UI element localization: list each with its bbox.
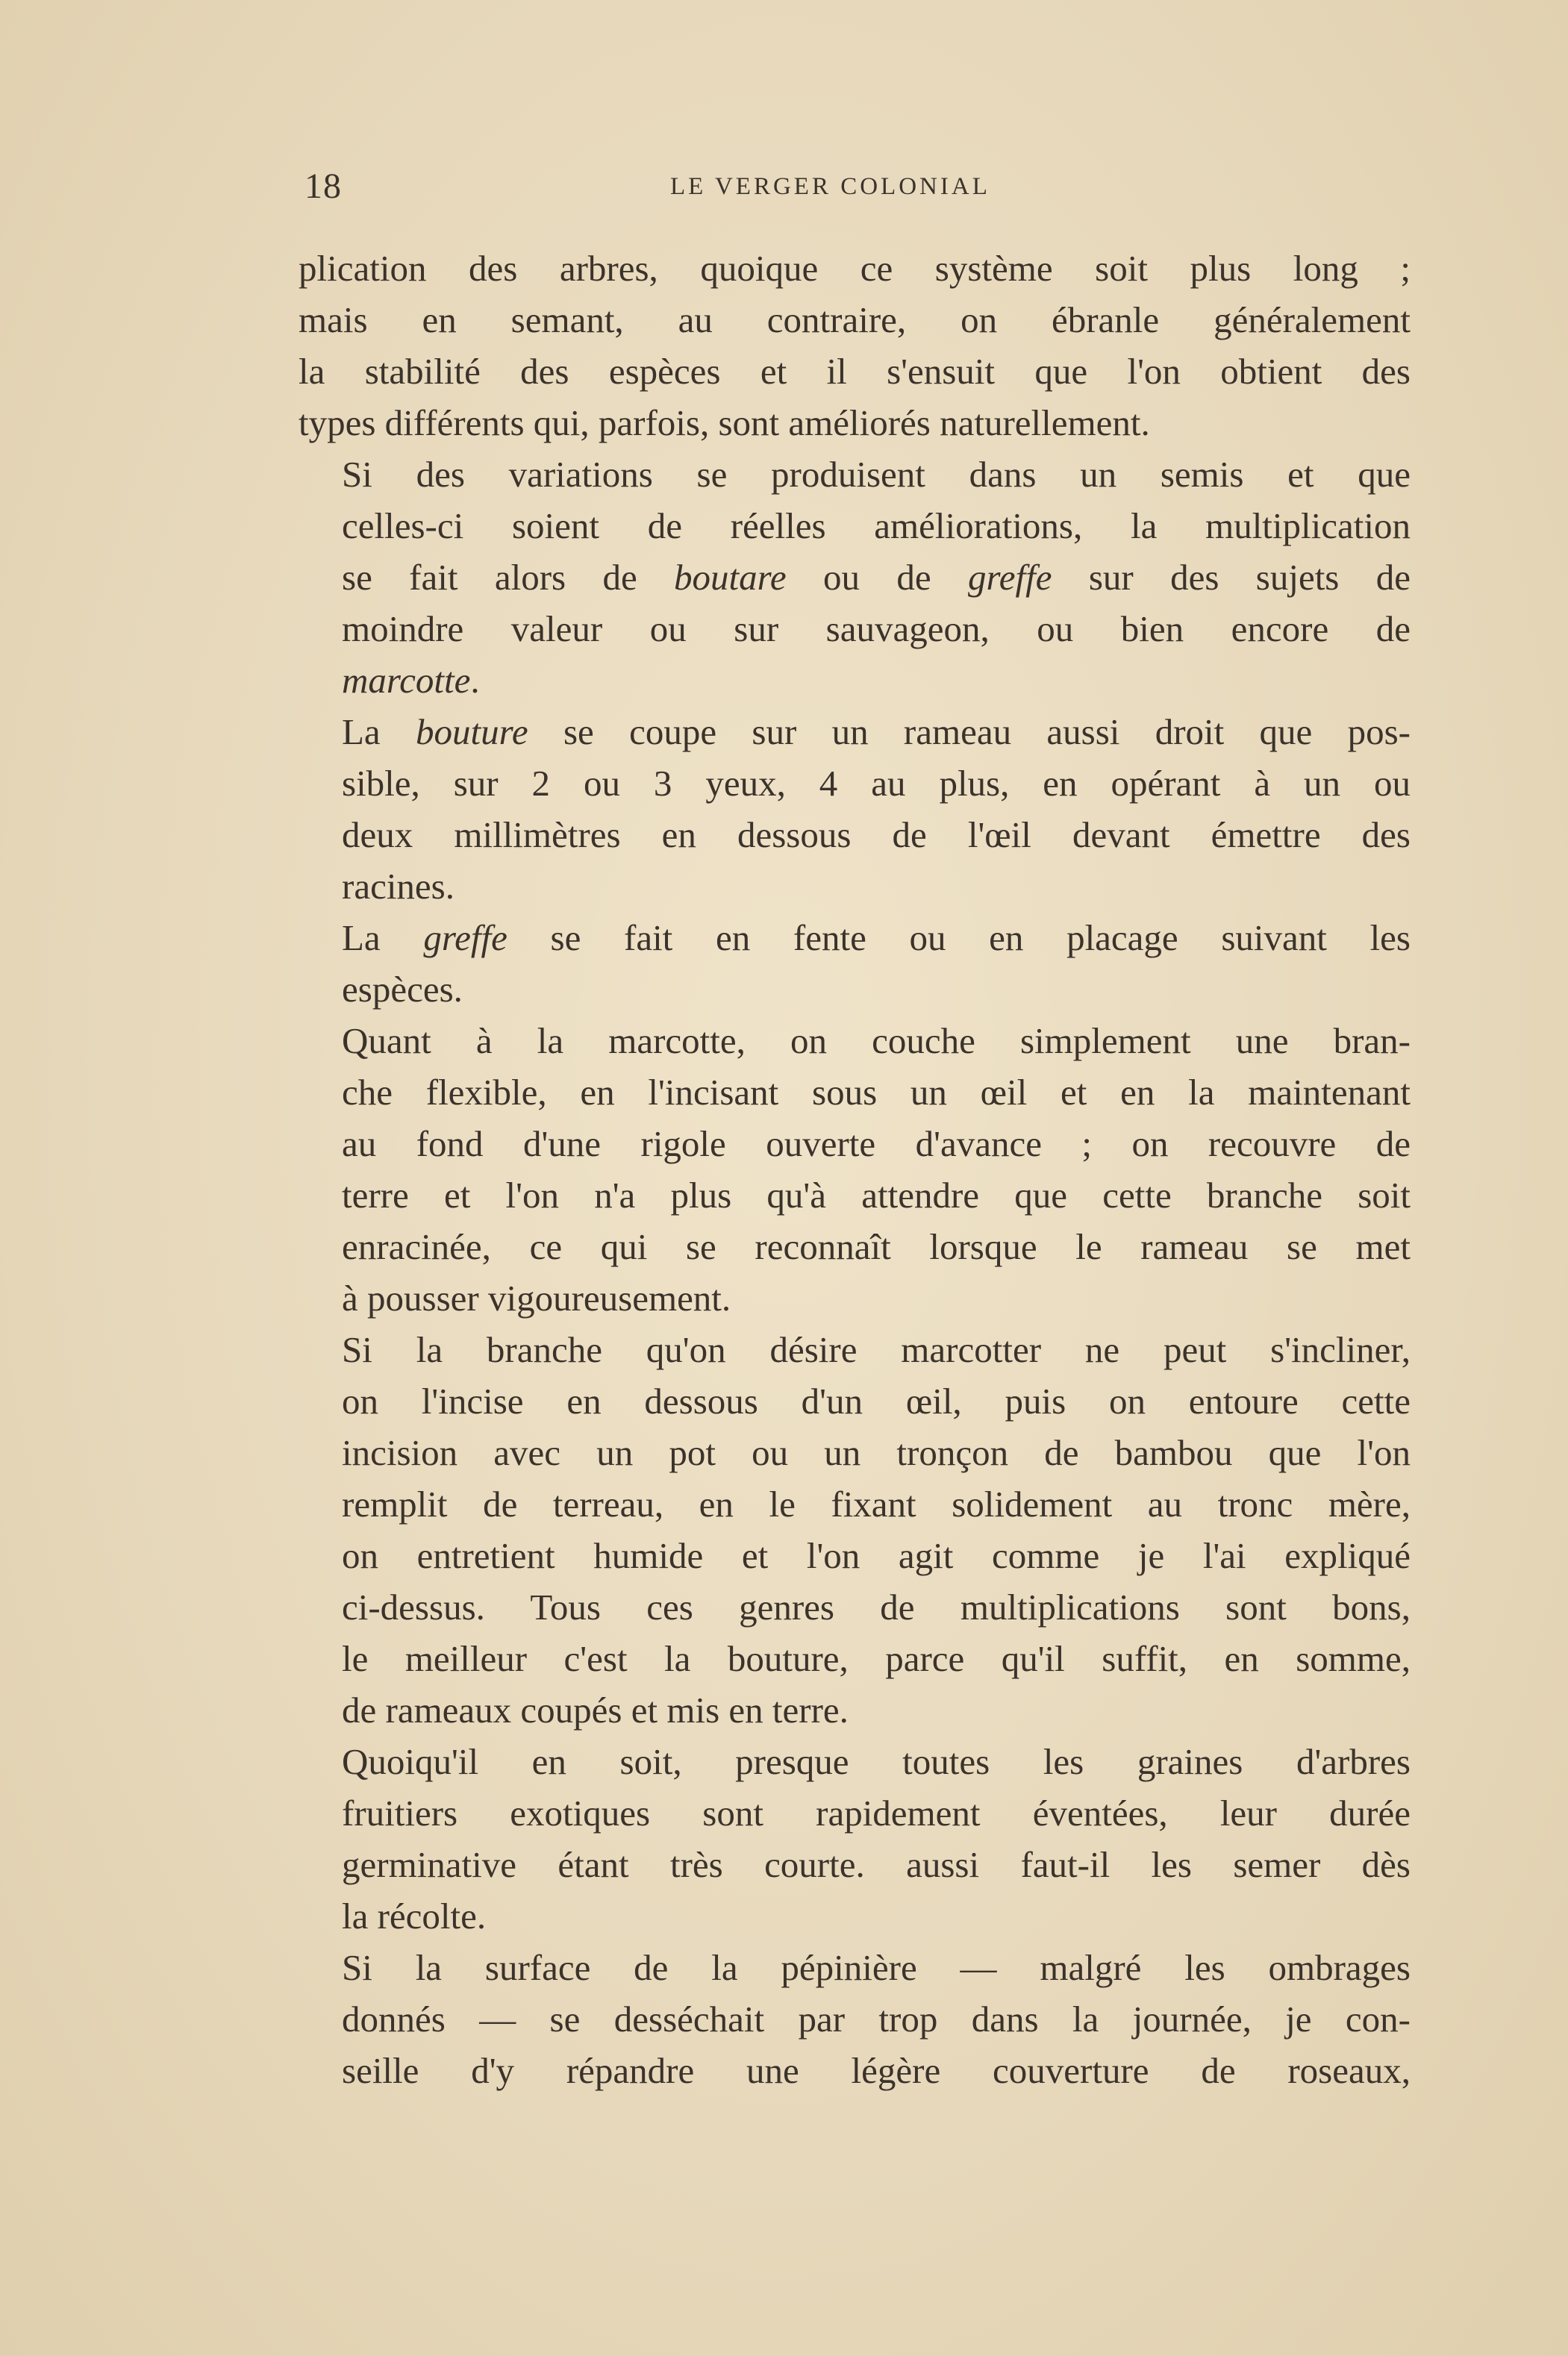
paragraph <box>299 1015 1411 1324</box>
running-title: LE VERGER COLONIAL <box>670 173 990 200</box>
text-line: espèces. <box>342 969 463 1010</box>
text-line: Quoiqu'il en soit, presque toutes les graines d'arbres <box>342 1741 1411 1782</box>
text-line: enracinée, ce qui se reconnaît lorsque le rameau se met <box>342 1226 1411 1267</box>
text-line: marcotte. <box>342 660 480 701</box>
text-line: deux millimètres en dessous de l'œil devant émettre des <box>342 814 1411 855</box>
text-line: moindre valeur ou sur sauvageon, ou bien encore de <box>342 608 1411 649</box>
italic-term: marcotte <box>342 660 471 701</box>
text-line: ci-dessus. Tous ces genres de multiplications sont bons, <box>342 1587 1411 1628</box>
page-header <box>299 166 1418 210</box>
text-line: on entretient humide et l'on agit comme je l'ai expliqué <box>342 1535 1411 1576</box>
paragraph <box>299 1324 1411 1736</box>
text-line: donnés — se desséchait par trop dans la journée, je con- <box>342 1999 1411 2040</box>
text-line: de rameaux coupés et mis en terre. <box>342 1690 849 1731</box>
italic-term: bouture <box>416 711 528 752</box>
text-line: Si la branche qu'on désire marcotter ne peut s'incliner, <box>342 1329 1411 1370</box>
italic-term: greffe <box>423 917 507 958</box>
paragraph <box>299 1942 1411 2096</box>
text-line: la récolte. <box>342 1896 487 1937</box>
text-line: incision avec un pot ou un tronçon de bambou que l'on <box>342 1432 1411 1473</box>
text-line: remplit de terreau, en le fixant solidement au tronc mère, <box>342 1484 1411 1525</box>
text-line: Quant à la marcotte, on couche simplement une bran- <box>342 1020 1411 1061</box>
text-line: mais en semant, au contraire, on ébranle généralement <box>299 299 1411 340</box>
text-line: La bouture se coupe sur un rameau aussi droit que pos- <box>342 711 1411 752</box>
paragraph <box>299 912 1411 1015</box>
text-line: on l'incise en dessous d'un œil, puis on entoure cette <box>342 1381 1411 1422</box>
paragraph <box>299 706 1411 912</box>
text-line: germinative étant très courte. aussi faut-il les semer dès <box>342 1844 1411 1885</box>
paragraph <box>299 243 1411 449</box>
body-text <box>299 243 1411 2096</box>
text-line: fruitiers exotiques sont rapidement éventées, leur durée <box>342 1793 1411 1834</box>
text-line: types différents qui, parfois, sont améliorés naturellement. <box>299 402 1150 443</box>
text-line: Si des variations se produisent dans un semis et que <box>342 454 1411 495</box>
text-line: à pousser vigoureusement. <box>342 1278 731 1319</box>
paragraph <box>299 449 1411 706</box>
text-line: La greffe se fait en fente ou en placage suivant les <box>342 917 1411 958</box>
text-line: au fond d'une rigole ouverte d'avance ; on recouvre de <box>342 1123 1411 1164</box>
text-line: celles-ci soient de réelles améliorations, la multiplication <box>342 505 1411 546</box>
text-line: sible, sur 2 ou 3 yeux, 4 au plus, en opérant à un ou <box>342 763 1411 804</box>
italic-term: boutare <box>674 557 787 598</box>
text-line: Si la surface de la pépinière — malgré les ombrages <box>342 1947 1411 1988</box>
text-line: plication des arbres, quoique ce système soit plus long ; <box>299 248 1411 289</box>
text-line: che flexible, en l'incisant sous un œil et en la maintenant <box>342 1072 1411 1113</box>
text-line: terre et l'on n'a plus qu'à attendre que cette branche soit <box>342 1175 1411 1216</box>
italic-term: greffe <box>968 557 1052 598</box>
text-line: se fait alors de boutare ou de greffe sur des sujets de <box>342 557 1411 598</box>
text-line: racines. <box>342 866 455 907</box>
text-line: seille d'y répandre une légère couverture de roseaux, <box>342 2050 1411 2091</box>
paragraph <box>299 1736 1411 1942</box>
text-line: le meilleur c'est la bouture, parce qu'il suffit, en somme, <box>342 1638 1411 1679</box>
page-number: 18 <box>304 166 342 206</box>
text-line: la stabilité des espèces et il s'ensuit que l'on obtient des <box>299 351 1411 392</box>
